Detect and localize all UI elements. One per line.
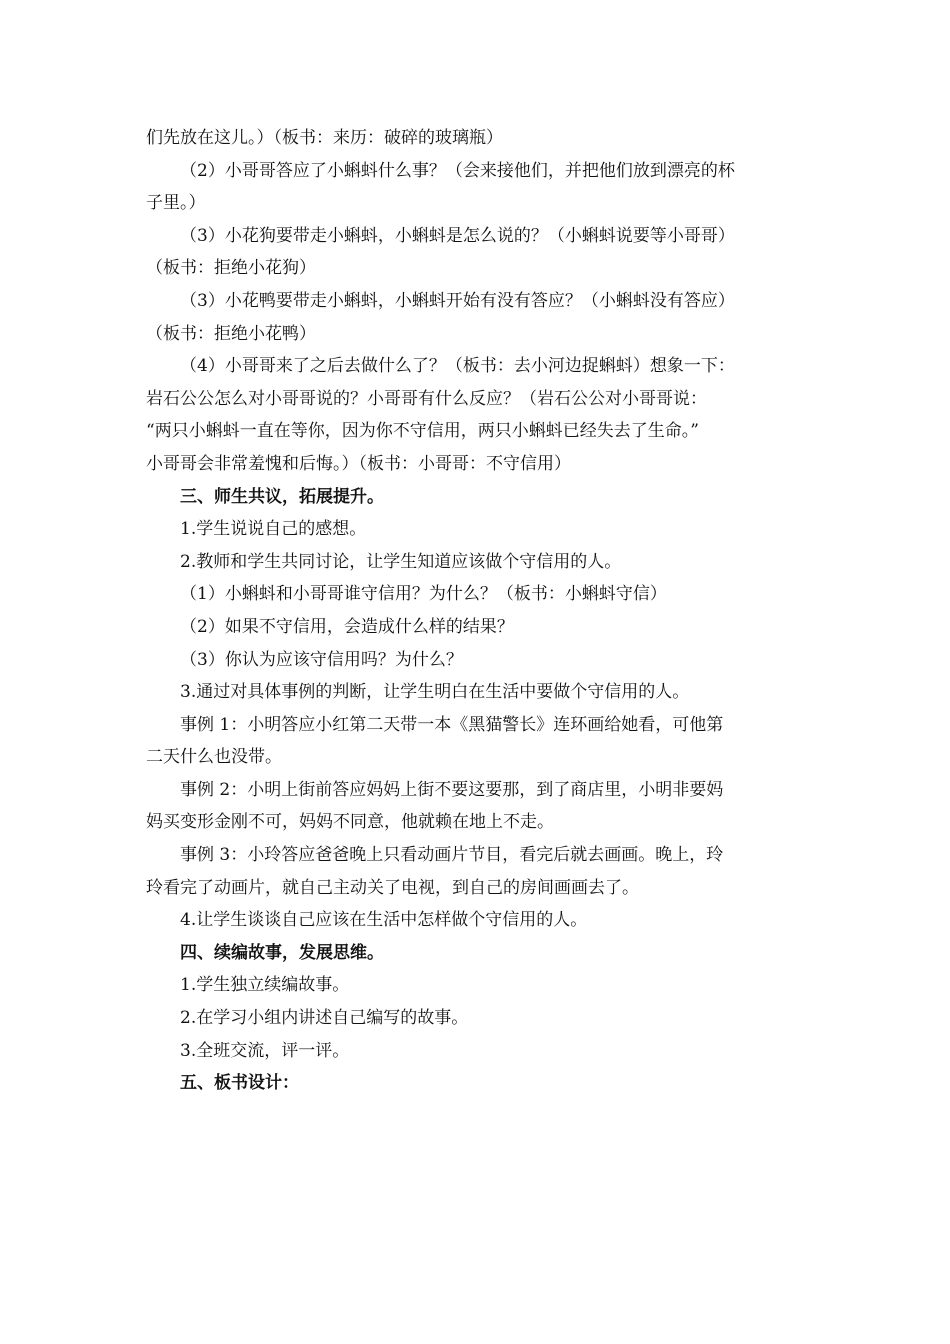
example-paragraph: 事例 2：小明上街前答应妈妈上街不要这要那，到了商店里，小明非要妈 [180,779,724,800]
paragraph-line: （2）小哥哥答应了小蝌蚪什么事？（会来接他们，并把他们放到漂亮的杯 [180,160,735,181]
paragraph-line: 小哥哥会非常羞愧和后悔。）（板书：小哥哥：不守信用） [146,453,571,474]
paragraph-line: 二天什么也没带。 [146,747,282,768]
section-heading: 四、续编故事，发展思维。 [180,942,384,963]
list-item: 1.学生说说自己的感想。 [180,519,367,540]
paragraph-line: （板书：拒绝小花狗） [146,258,316,279]
paragraph-line: （4）小哥哥来了之后去做什么了？（板书：去小河边捉蝌蚪）想象一下： [180,356,735,377]
list-item: 2.教师和学生共同讨论，让学生知道应该做个守信用的人。 [180,551,622,572]
list-item: 1.学生独立续编故事。 [180,975,350,996]
list-item: 3.通过对具体事例的判断，让学生明白在生活中要做个守信用的人。 [180,682,690,703]
list-item: 4.让学生谈谈自己应该在生活中怎样做个守信用的人。 [180,910,588,931]
section-heading: 五、板书设计： [180,1073,299,1094]
paragraph-line: 们先放在这儿。）（板书：来历：破碎的玻璃瓶） [146,128,503,148]
paragraph-line: 岩石公公怎么对小哥哥说的？小哥哥有什么反应？（岩石公公对小哥哥说： [146,388,707,409]
sub-list-item: （2）如果不守信用，会造成什么样的结果？ [180,616,514,637]
paragraph-line: （3）小花狗要带走小蝌蚪，小蝌蚪是怎么说的？（小蝌蚪说要等小哥哥） [180,225,735,246]
example-paragraph: 事例 3：小玲答应爸爸晚上只看动画片节目，看完后就去画画。晚上，玲 [180,845,724,866]
list-item: 2.在学习小组内讲述自己编写的故事。 [180,1008,469,1029]
paragraph-line: （3）小花鸭要带走小蝌蚪，小蝌蚪开始有没有答应？（小蝌蚪没有答应） [180,290,735,311]
section-heading: 三、师生共议，拓展提升。 [180,486,384,507]
example-paragraph: 事例 1：小明答应小红第二天带一本《黑猫警长》连环画给她看，可他第 [180,714,724,735]
sub-list-item: （1）小蝌蚪和小哥哥谁守信用？为什么？（板书：小蝌蚪守信） [180,584,667,605]
document-page [146,122,814,1100]
paragraph-line: 玲看完了动画片，就自己主动关了电视，到自己的房间画画去了。 [146,877,639,898]
sub-list-item: （3）你认为应该守信用吗？为什么？ [180,649,463,670]
list-item: 3.全班交流，评一评。 [180,1040,350,1061]
paragraph-line: （板书：拒绝小花鸭） [146,323,316,344]
paragraph-line: “两只小蝌蚪一直在等你，因为你不守信用，两只小蝌蚪已经失去了生命。” [146,421,699,442]
paragraph-line: 妈买变形金刚不可，妈妈不同意，他就赖在地上不走。 [146,812,554,833]
paragraph-line: 子里。） [146,193,206,214]
